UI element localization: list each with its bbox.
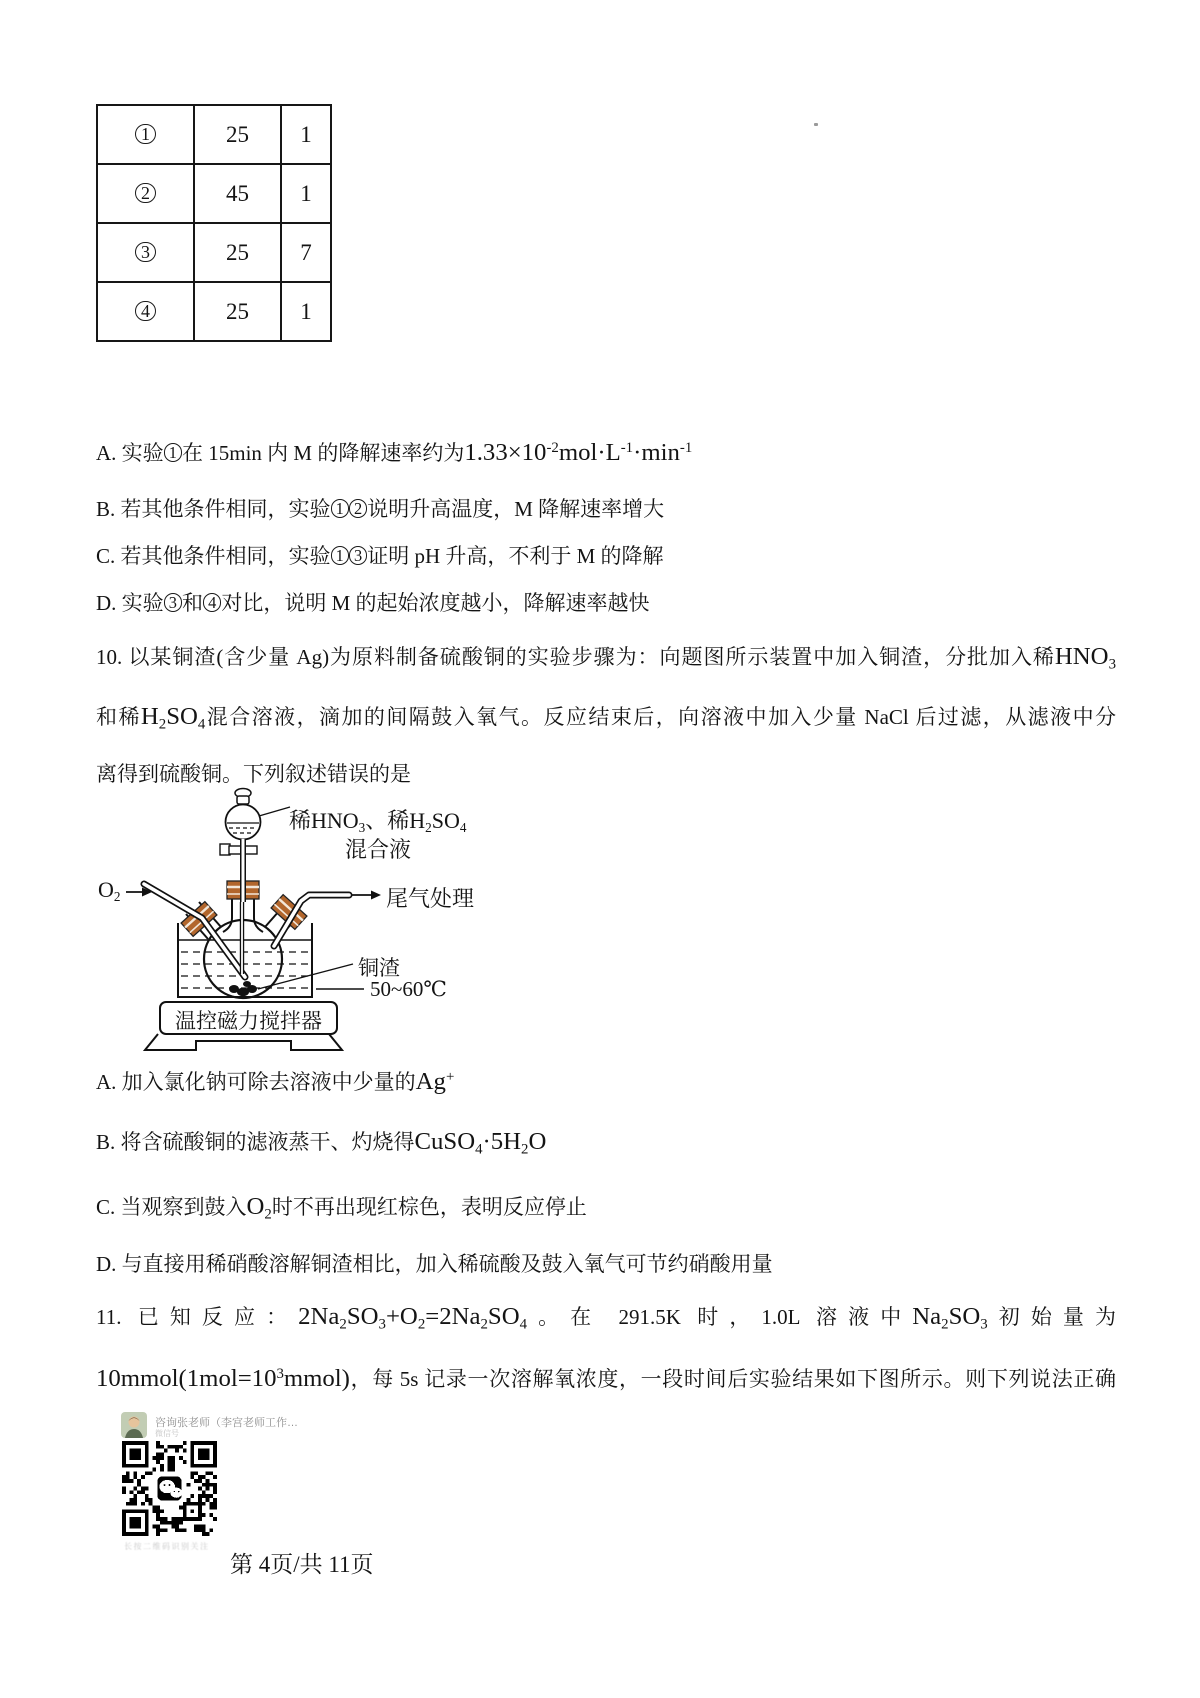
q10-option-a: A. 加入氯化钠可除去溶液中少量的Ag+: [96, 1068, 455, 1095]
table-row: [97, 164, 331, 223]
table-cell: 45: [194, 164, 281, 223]
q10-option-d: D. 与直接用稀硝酸溶解铜渣相比，加入稀硫酸及鼓入氧气可节约硝酸用量: [96, 1252, 773, 1276]
table-row: [97, 223, 331, 282]
table-cell: 1: [281, 105, 331, 164]
q10-text-line3: 离得到硫酸铜。下列叙述错误的是: [96, 762, 411, 786]
funnel-label: 稀$HNO_3$、稀$H_2SO_4$: [289, 808, 467, 835]
apparatus-diagram: [96, 778, 556, 1058]
copper-residue: [229, 981, 257, 996]
print-speck: [814, 123, 818, 126]
residue-label: 铜渣: [358, 956, 400, 980]
table-cell: 1: [281, 164, 331, 223]
q10-text-line2: 和稀$H_2SO_4$混合溶液，滴加的间隔鼓入氧气。反应结束后，向溶液中加入少量 NaCl 后过滤，从滤液中分: [96, 703, 1117, 733]
q9-option-d: D. 实验 3 和 4 对比，说明 M 的起始浓度越小，降解速率越快: [96, 591, 650, 615]
table-row: [97, 105, 331, 164]
qr-code: [122, 1441, 217, 1536]
q9-option-b: B. 若其他条件相同，实验 1 2 说明升高温度，M 降解速率增大: [96, 497, 665, 521]
funnel-label-2: 混合液: [345, 837, 412, 862]
qr-caption: 长按二维码识别关注: [124, 1542, 210, 1551]
wechat-account-name: 咨询张老师（李宫老师工作…: [155, 1417, 298, 1429]
table-cell: 4: [97, 282, 194, 341]
table-cell: 25: [194, 282, 281, 341]
oxygen-label: $O_2$: [98, 877, 121, 904]
table-cell: 1: [281, 282, 331, 341]
table-cell: 25: [194, 223, 281, 282]
wechat-qr-block: [118, 1408, 378, 1558]
page-footer: 第 4页/共 11页: [230, 1552, 374, 1577]
table-row: [97, 282, 331, 341]
q9-option-a: A. 实验 1 在 15min 内 M 的降解速率约为$1.33\times 10^{-2}mol\cdot L^{-1}\cdot\min^{-1}$: [96, 439, 693, 466]
table-cell: 1: [97, 105, 194, 164]
experiment-table: [96, 104, 332, 342]
table-cell: 2: [97, 164, 194, 223]
table-cell: 3: [97, 223, 194, 282]
temperature-label: 50~60℃: [370, 977, 447, 1001]
q10-option-b: B. 将含硫酸铜的滤液蒸干、灼烧得$CuSO_4\cdot 5H_2O$: [96, 1128, 547, 1158]
wechat-avatar: [121, 1412, 147, 1438]
q11-text-line2: $10mmol(1mol=10^3mmol)$，每 5s 记录一次溶解氧浓度，一段时间后实验结果如下图所示。则下列说法正确: [96, 1365, 1116, 1392]
q9-option-c: C. 若其他条件相同，实验 1 3 证明 pH 升高，不利于 M 的降解: [96, 544, 664, 568]
wechat-account-sub: 微信号: [155, 1429, 179, 1438]
stirrer-label: 温控磁力搅拌器: [175, 1009, 322, 1033]
exhaust-label: 尾气处理: [386, 886, 475, 911]
q10-text-line1: 10. 以某铜渣(含少量 Ag)为原料制备硫酸铜的实验步骤为：向题图所示装置中加入铜渣，分批加入稀$HNO_3$: [96, 643, 1116, 673]
table-cell: 25: [194, 105, 281, 164]
q11-text-line1: 11. 已知反应：$2Na_2SO_3+O_2=2Na_2SO_4$。在 291.5K 时，1.0L 溶液中$Na_2SO_3$初始量为: [96, 1303, 1116, 1333]
q10-option-c: C. 当观察到鼓入$O_2$时不再出现红棕色，表明反应停止: [96, 1193, 587, 1223]
table-cell: 7: [281, 223, 331, 282]
